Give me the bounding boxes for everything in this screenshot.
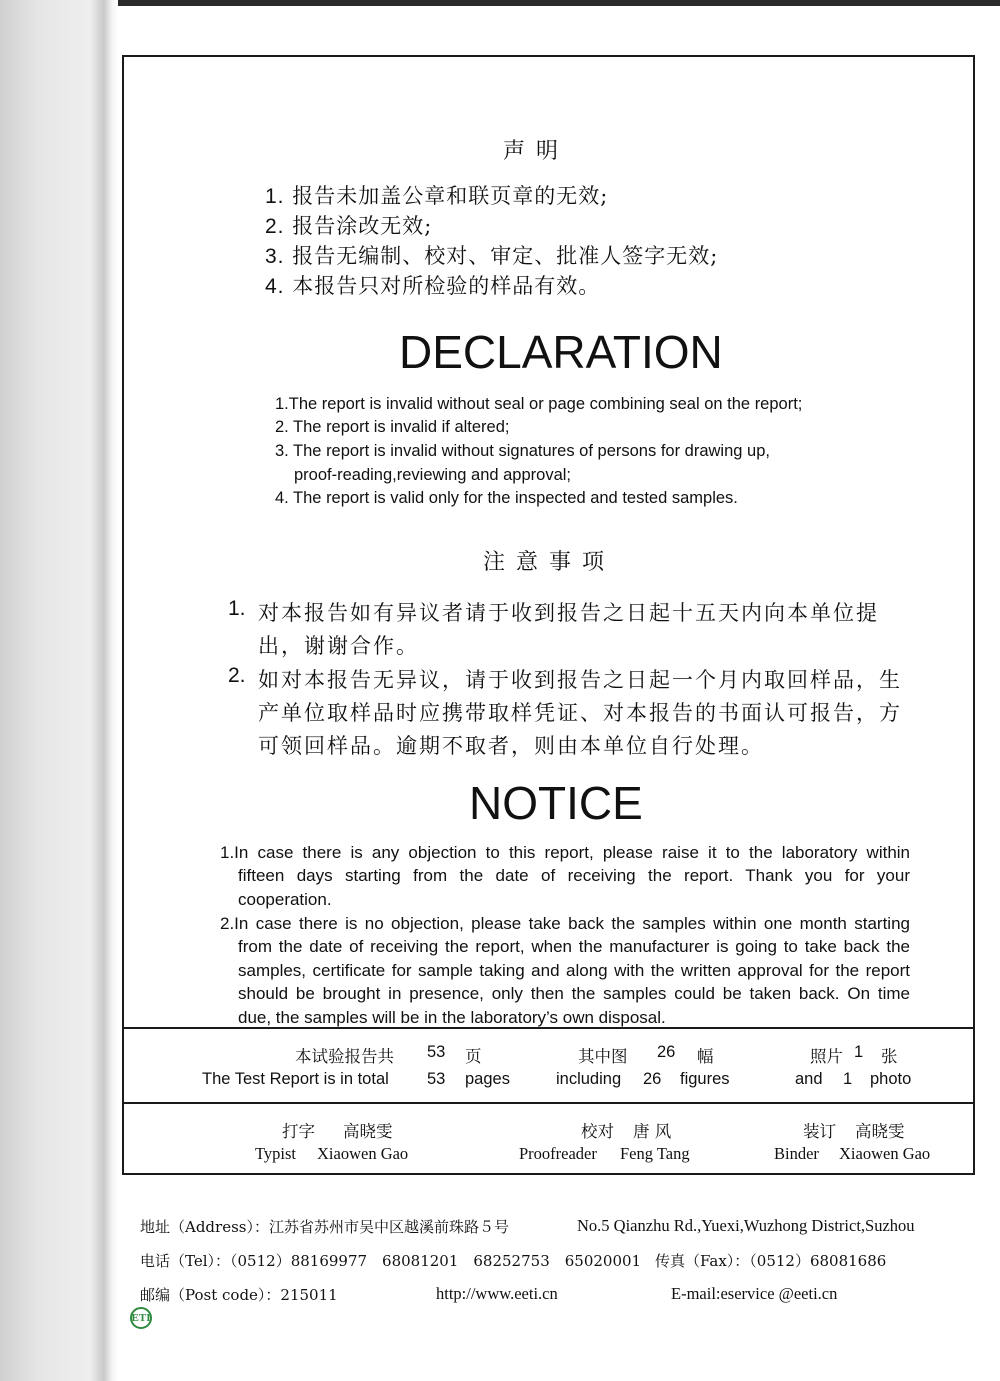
notice-en-item-2-line-5: due, the samples will be in the laboratory’s own disposal. [238, 1008, 666, 1027]
footer-postcode: 邮编（Post code）：215011 [140, 1286, 338, 1304]
footer-fax: 传真（Fax）：（0512）68081686 [655, 1252, 887, 1270]
typist-label-en: Typist [255, 1144, 297, 1163]
summary-figures-label-en: including [556, 1070, 622, 1088]
declaration-en-line-1: 1.The report is invalid without seal or page combining seal on the report; [275, 395, 803, 413]
summary-pages-unit-en: pages [465, 1070, 510, 1088]
declaration-en-line-3: 3. The report is invalid without signatures of persons for drawing up, [275, 442, 770, 460]
proofreader-name-cn: 唐 风 [633, 1122, 672, 1141]
summary-photos-unit-cn: 张 [881, 1047, 898, 1066]
summary-photos-label-en: and [795, 1070, 823, 1088]
divider-staff-top [122, 1102, 975, 1104]
summary-photos-label-cn: 照片 [810, 1047, 843, 1066]
typist-label-cn: 打字 [282, 1122, 315, 1141]
typist-name-en: Xiaowen Gao [317, 1144, 409, 1163]
notice-cn-item-1-line-1: 对本报告如有异议者请于收到报告之日起十五天内向本单位提 [258, 601, 879, 625]
summary-pages-unit-cn: 页 [465, 1047, 482, 1066]
summary-figures-unit-en: figures [680, 1070, 730, 1088]
summary-pages-count-en: 53 [427, 1070, 446, 1088]
notice-en-item-1-line-3: cooperation. [238, 890, 332, 909]
declaration-en-line-2: 2. The report is invalid if altered; [275, 418, 510, 436]
binder-name-cn: 高晓雯 [855, 1122, 905, 1141]
summary-photos-count: 1 [854, 1043, 864, 1061]
summary-pages-count: 53 [427, 1043, 446, 1061]
notice-en-title: NOTICE [469, 777, 643, 829]
proofreader-label-cn: 校对 [581, 1122, 614, 1141]
summary-figures-label-cn: 其中图 [578, 1047, 628, 1066]
summary-photos-unit-en: photo [870, 1070, 912, 1088]
notice-en-item-1-line-1: 1.In case there is any objection to this report, please raise it to the laboratory within [220, 843, 910, 862]
proofreader-label-en: Proofreader [519, 1144, 597, 1163]
footer-website[interactable]: http://www.eeti.cn [436, 1284, 558, 1303]
notice-cn-item-2-num: 2. [228, 664, 246, 687]
summary-pages-label-cn: 本试验报告共 [295, 1047, 394, 1066]
notice-cn-item-1-num: 1. [228, 597, 246, 620]
notice-cn-title: 注 意 事 项 [483, 550, 606, 575]
footer-address-en: No.5 Qianzhu Rd.,Yuexi,Wuzhong District,Suzhou [577, 1216, 915, 1235]
book-binding-shadow [0, 0, 118, 1381]
summary-figures-unit-cn: 幅 [697, 1047, 714, 1066]
footer-email[interactable]: E-mail:eservice @eeti.cn [671, 1284, 838, 1303]
notice-cn-item-1-line-2: 出，谢谢合作。 [258, 634, 419, 658]
declaration-en-line-5: 4. The report is valid only for the inspected and tested samples. [275, 489, 738, 507]
declaration-en-title: DECLARATION [399, 326, 723, 378]
notice-en-item-2-line-1: 2.In case there is no objection, please take back the samples within one month starting [220, 914, 910, 933]
summary-figures-count-en: 26 [643, 1070, 662, 1088]
footer-telephone: 电话（Tel）：（0512）88169977 68081201 68252753 65020001 [140, 1252, 642, 1270]
notice-en-item-2-line-2: from the date of receiving the report, when the manufacturer is going to take back the [238, 937, 910, 956]
summary-photos-count-en: 1 [843, 1070, 853, 1088]
declaration-cn-item-3: 3. 报告无编制、校对、审定、批准人签字无效; [265, 244, 719, 268]
notice-cn-item-2-line-2: 产单位取样品时应携带取样凭证、对本报告的书面认可报告，方 [258, 701, 902, 725]
notice-en-item-1-line-2: fifteen days starting from the date of receiving the report. Thank you for your [238, 866, 910, 885]
notice-en-item-2-line-4: should be brought in presence, only then the samples could be taken back. On time [238, 984, 910, 1003]
notice-en-item-2-line-3: samples, certificate for sample taking and along with the written approval for the report [238, 961, 910, 980]
binder-label-cn: 装订 [803, 1122, 836, 1141]
declaration-en-line-4: proof-reading,reviewing and approval; [294, 466, 572, 484]
page-top-edge [118, 0, 1000, 6]
declaration-cn-item-1: 1. 报告未加盖公章和联页章的无效; [265, 184, 609, 208]
typist-name-cn: 高晓雯 [343, 1122, 393, 1141]
summary-pages-label-en: The Test Report is in total [202, 1070, 389, 1088]
footer-address-cn: 地址（Address）：江苏省苏州市吴中区越溪前珠路５号 [140, 1218, 509, 1236]
notice-cn-item-2-line-3: 可领回样品。逾期不取者，则由本单位自行处理。 [258, 734, 764, 758]
eti-logo-icon: ETI [130, 1307, 152, 1329]
declaration-cn-item-2: 2. 报告涂改无效; [265, 214, 433, 238]
binder-label-en: Binder [774, 1144, 819, 1163]
proofreader-name-en: Feng Tang [620, 1144, 690, 1163]
binder-name-en: Xiaowen Gao [839, 1144, 931, 1163]
summary-figures-count: 26 [657, 1043, 676, 1061]
divider-summary-top [122, 1027, 975, 1029]
notice-cn-item-2-line-1: 如对本报告无异议，请于收到报告之日起一个月内取回样品，生 [258, 668, 902, 692]
declaration-cn-item-4: 4. 本报告只对所检验的样品有效。 [265, 274, 601, 298]
declaration-cn-title: 声 明 [503, 139, 560, 164]
